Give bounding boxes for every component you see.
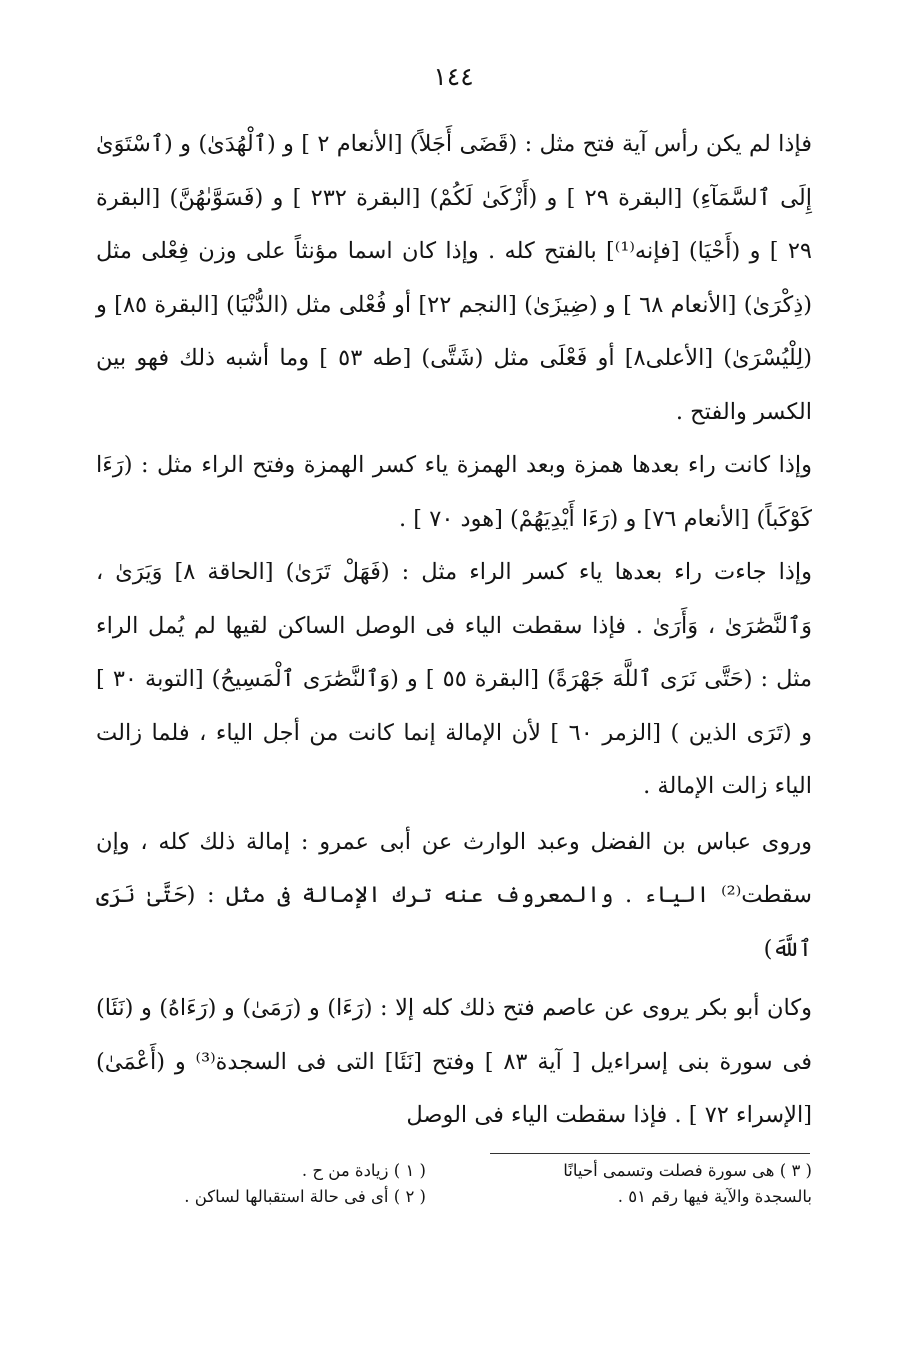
footnotes-left-column [482,1158,812,1210]
paragraph: وإذا كانت راء بعدها همزة وبعد الهمزة ياء كسر الهمزة وفتح الراء مثل : (رَءَا كَوْكَباً) [الأنعام ٧٦] و (رَءَا أَيْدِيَهُمْ) [هود ٧٠ ] . [96,452,812,532]
footnote: ( ١ ) زيادة من ح . [301,1161,426,1180]
footnote: بالسجدة والآية فيها رقم ٥١ . [617,1187,812,1206]
footnote: ( ٢ ) أى فى حالة استقبالها لساكن . [184,1187,426,1206]
footnote-divider [490,1153,810,1154]
paragraph: فإذا لم يكن رأس آية فتح مثل : (قَضَى أَجَلاً) [الأنعام ٢ ] و (ٱلْهُدَىٰ) و (ٱسْتَوَىٰ إِلَى ٱلسَّمَآءِ) [البقرة ٢٩ ] و (أَزْكَىٰ لَكُمْ) [البقرة ٢٣٢ ] و (فَسَوَّىٰهُنَّ) [البقرة ٢٩ ] و (أَحْيَا) [فإنه⁽¹⁾] بالفتح كله . وإذا كان اسما مؤنثاً على وزن فِعْلى مثل (ذِكْرَىٰ) [الأنعام ٦٨ ] و (ضِيزَىٰ) [النجم ٢٢] أو فُعْلى مثل (الدُّنْيَا) [البقرة ٨٥] و (لِلْيُسْرَىٰ) [الأعلى٨] أو فَعْلَى مثل (شَتَّى) [طه ٥٣ ] وما أشبه ذلك فهو بين الكسر والفتح . [96,131,813,425]
body-text [96,118,812,1143]
page-number: ١٤٤ [433,62,474,91]
paragraph: وروى عباس بن الفضل وعبد الوارث عن أبى عمرو : إمالة ذلك كله ، وإن سقطت⁽²⁾ الياء . والمعروف عنه ترك الإمالة فى مثل : (حَتَّىٰ نَرَى ٱللَّهَ) [96,828,812,962]
footnote: ( ٣ ) هى سورة فصلت وتسمى أحيانًا [563,1161,812,1180]
footnotes [96,1158,812,1210]
paragraph: وكان أبو بكر يروى عن عاصم فتح ذلك كله إلا : (رَءَا) و (رَمَىٰ) و (رَءَاهُ) و (نَئَا) فى سورة بنى إسراءيل [ آية ٨٣ ] وفتح [نَئَا] التى فى السجدة⁽³⁾ و (أَعْمَىٰ) [الإسراء ٧٢ ] . فإذا سقطت الياء فى الوصل [96,995,812,1128]
footnotes-right-column [96,1158,426,1210]
paragraph: وإذا جاءت راء بعدها ياء كسر الراء مثل : (فَهَلْ تَرَىٰ) [الحاقة ٨] وَيَرَىٰ ، وَٱلنَّصَٰرَىٰ ، وَأَرَىٰ . فإذا سقطت الياء فى الوصل الساكن لقيها لم يُمل الراء مثل : (حَتَّى نَرَى ٱللَّهَ جَهْرَةً) [البقرة ٥٥ ] و (وَٱلنَّصَٰرَى ٱلْمَسِيحُ) [التوبة ٣٠ ] و (تَرَى الذين ) [الزمر ٦٠ ] لأن الإمالة إنما كانت من أجل الياء ، فلما زالت الياء زالت الإمالة . [96,559,813,799]
